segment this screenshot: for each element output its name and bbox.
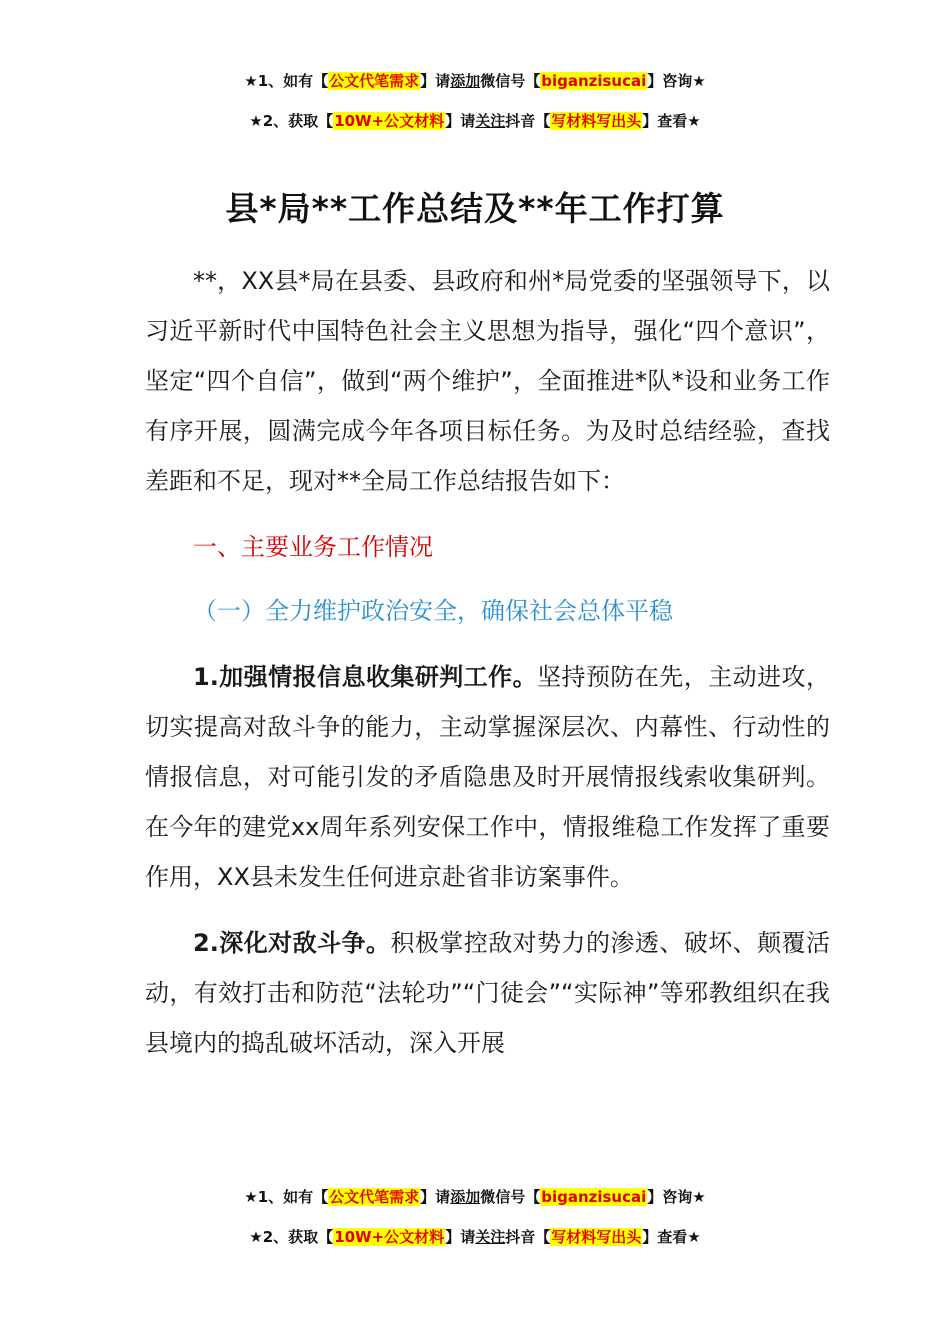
- banner-line-2: [0, 1226, 950, 1248]
- banner-line-2: [0, 110, 950, 132]
- banner-text: ★2、获取【: [249, 1228, 334, 1246]
- banner-line-1: [0, 1186, 950, 1208]
- body-paragraph: [145, 918, 830, 1068]
- banner-text: 】请: [420, 1188, 451, 1206]
- banner-text: 抖音【: [505, 1228, 551, 1246]
- document-title: 县*局**工作总结及**年工作打算: [225, 189, 725, 228]
- douyin-id-highlight: 写材料写出头: [551, 1228, 642, 1246]
- paragraph-text: 积极掌控敌对势力的渗透、破坏、颠覆活动，有效打击和防范“法轮功”“门徒会”“实际神”等邪教组织在我县境内的捣乱破坏活动，深入开展: [145, 929, 831, 1057]
- highlight-text: 10W+公文材料: [334, 112, 445, 130]
- highlight-text: 10W+公文材料: [334, 1228, 445, 1246]
- paragraph-text: 坚持预防在先，主动进攻，切实提高对敌斗争的能力，主动掌握深层次、内幕性、行动性的情报信息，对可能引发的矛盾隐患及时开展情报线索收集研判。在今年的建党xx周年系列安保工作中，情报维稳工作发挥了重要作用，XX县未发生任何进京赴省非访案事件。: [145, 663, 830, 891]
- banner-text: 】请: [420, 72, 451, 90]
- underlined-text: 关注: [475, 112, 506, 130]
- document-body: [145, 256, 830, 1068]
- banner-text: 微信号【: [480, 72, 541, 90]
- banner-text: 微信号【: [480, 1188, 541, 1206]
- underlined-text: 添加: [450, 72, 481, 90]
- banner-text: ★1、如有【: [244, 1188, 329, 1206]
- highlight-text: 公文代笔需求: [329, 1188, 420, 1206]
- intro-paragraph: **，XX县*局在县委、县政府和州*局党委的坚强领导下，以习近平新时代中国特色社会主义思想为指导，强化“四个意识”，坚定“四个自信”，做到“两个维护”，全面推进*队*设和业务工作有序开展，圆满完成今年各项目标任务。为及时总结经验，查找差距和不足，现对**全局工作总结报告如下：: [145, 267, 830, 495]
- banner-text: 】请: [445, 112, 476, 130]
- wechat-id-highlight: biganzisucai: [541, 1188, 647, 1206]
- body-paragraph: [145, 652, 830, 902]
- banner-text: 抖音【: [505, 112, 551, 130]
- banner-text: ★1、如有【: [244, 72, 329, 90]
- highlight-text: 公文代笔需求: [329, 72, 420, 90]
- douyin-id-highlight: 写材料写出头: [551, 112, 642, 130]
- banner-text: 】查看★: [642, 112, 701, 130]
- paragraph-lead: 1.加强情报信息收集研判工作。: [193, 663, 538, 691]
- banner-text: 】查看★: [642, 1228, 701, 1246]
- paragraph-lead: 2.深化对敌斗争。: [193, 929, 391, 957]
- footer-banner: [0, 1186, 950, 1248]
- header-banner: [0, 70, 950, 132]
- underlined-text: 添加: [450, 1188, 481, 1206]
- wechat-id-highlight: biganzisucai: [541, 72, 647, 90]
- subsection-heading: （一）全力维护政治安全，确保社会总体平稳: [193, 597, 673, 625]
- banner-text: 】咨询★: [647, 1188, 706, 1206]
- banner-line-1: [0, 70, 950, 92]
- banner-text: ★2、获取【: [249, 112, 334, 130]
- underlined-text: 关注: [475, 1228, 506, 1246]
- section-heading: 一、主要业务工作情况: [193, 533, 433, 561]
- banner-text: 】咨询★: [647, 72, 706, 90]
- banner-text: 】请: [445, 1228, 476, 1246]
